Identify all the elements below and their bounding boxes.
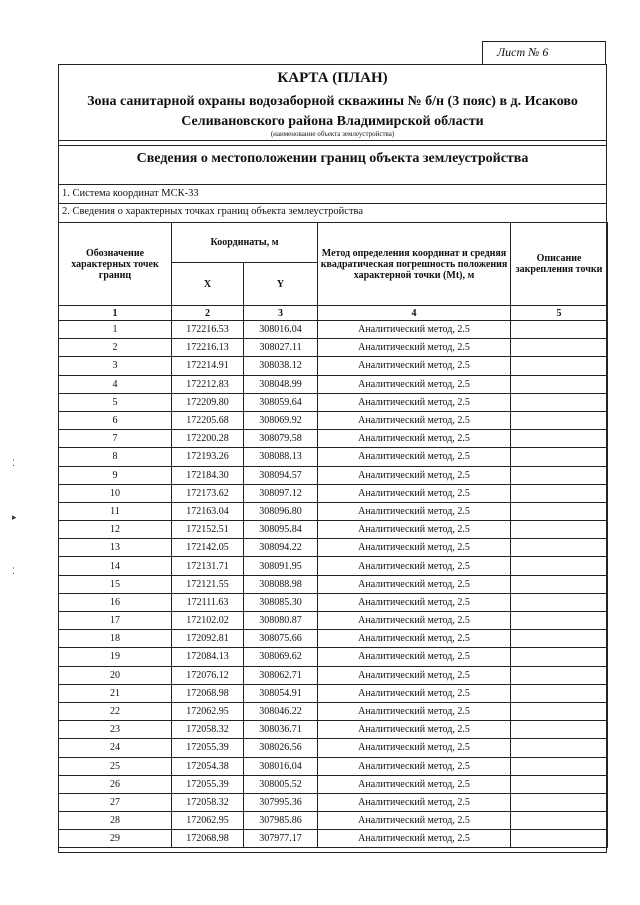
- cell-description: [511, 648, 608, 666]
- cell-x: 172216.53: [172, 321, 244, 339]
- divider: [58, 140, 607, 141]
- section-title: Сведения о местоположении границ объекта землеустройства: [136, 151, 529, 166]
- cell-x: 172214.91: [172, 357, 244, 375]
- cell-y: 308088.13: [244, 448, 318, 466]
- cell-m: Аналитический метод, 2.5: [318, 411, 511, 429]
- cell-description: [511, 630, 608, 648]
- cell-m: Аналитический метод, 2.5: [318, 812, 511, 830]
- cell-x: 172058.32: [172, 793, 244, 811]
- cell-x: 172058.32: [172, 721, 244, 739]
- cell-x: 172212.83: [172, 375, 244, 393]
- cell-x: 172200.28: [172, 430, 244, 448]
- cell-n: 6: [59, 411, 172, 429]
- column-number: 2: [172, 306, 244, 321]
- cell-n: 21: [59, 684, 172, 702]
- cell-n: 18: [59, 630, 172, 648]
- cell-y: 308054.91: [244, 684, 318, 702]
- cell-n: 24: [59, 739, 172, 757]
- cell-x: 172062.95: [172, 812, 244, 830]
- cell-n: 25: [59, 757, 172, 775]
- cell-n: 23: [59, 721, 172, 739]
- cell-y: 308062.71: [244, 666, 318, 684]
- table-row: [59, 612, 608, 630]
- cell-y: 308094.57: [244, 466, 318, 484]
- cell-m: Аналитический метод, 2.5: [318, 466, 511, 484]
- table-row: [59, 684, 608, 702]
- table-row: [59, 357, 608, 375]
- cell-m: Аналитический метод, 2.5: [318, 684, 511, 702]
- cell-x: 172055.39: [172, 775, 244, 793]
- cell-description: [511, 448, 608, 466]
- cell-y: 308094.22: [244, 539, 318, 557]
- cell-x: 172121.55: [172, 575, 244, 593]
- cell-n: 4: [59, 375, 172, 393]
- cell-m: Аналитический метод, 2.5: [318, 375, 511, 393]
- table-row: [59, 557, 608, 575]
- object-name-line2: Селивановского района Владимирской области: [181, 114, 484, 129]
- header-coordinates: Координаты, м: [172, 223, 318, 263]
- cell-x: 172163.04: [172, 502, 244, 520]
- table-row: [59, 721, 608, 739]
- cell-y: 308088.98: [244, 575, 318, 593]
- cell-y: 308080.87: [244, 612, 318, 630]
- cell-description: [511, 357, 608, 375]
- cell-m: Аналитический метод, 2.5: [318, 557, 511, 575]
- divider: [58, 203, 607, 204]
- cell-y: 308069.62: [244, 648, 318, 666]
- cell-y: 308091.95: [244, 557, 318, 575]
- cell-n: 7: [59, 430, 172, 448]
- coordinate-system: 1. Система координат МСК-33: [62, 188, 199, 199]
- column-number: 5: [511, 306, 608, 321]
- cell-m: Аналитический метод, 2.5: [318, 575, 511, 593]
- cell-y: 307985.86: [244, 812, 318, 830]
- table-row: [59, 466, 608, 484]
- cell-m: Аналитический метод, 2.5: [318, 702, 511, 720]
- points-caption: 2. Сведения о характерных точках границ объекта землеустройства: [62, 206, 364, 217]
- table-row: [59, 775, 608, 793]
- cell-description: [511, 321, 608, 339]
- header-designation: Обозначение характерных точек границ: [59, 223, 172, 306]
- cell-y: 308096.80: [244, 502, 318, 520]
- cell-x: 172193.26: [172, 448, 244, 466]
- table-row: [59, 375, 608, 393]
- cell-m: Аналитический метод, 2.5: [318, 612, 511, 630]
- header-y: Y: [244, 263, 318, 306]
- cell-m: Аналитический метод, 2.5: [318, 502, 511, 520]
- cell-description: [511, 466, 608, 484]
- cell-n: 27: [59, 793, 172, 811]
- column-number: 1: [59, 306, 172, 321]
- cell-n: 26: [59, 775, 172, 793]
- cell-y: 308069.92: [244, 411, 318, 429]
- object-name-line1: Зона санитарной охраны водозаборной скважины № б/н (3 пояс) в д. Исаково: [87, 94, 578, 109]
- cell-m: Аналитический метод, 2.5: [318, 775, 511, 793]
- cell-n: 29: [59, 830, 172, 848]
- table-body: [59, 321, 608, 848]
- cell-y: 308005.52: [244, 775, 318, 793]
- cell-n: 17: [59, 612, 172, 630]
- cell-y: 308016.04: [244, 321, 318, 339]
- cell-description: [511, 721, 608, 739]
- cell-description: [511, 830, 608, 848]
- cell-n: 22: [59, 702, 172, 720]
- table-row: [59, 757, 608, 775]
- cell-m: Аналитический метод, 2.5: [318, 393, 511, 411]
- cell-n: 10: [59, 484, 172, 502]
- cell-y: 308016.04: [244, 757, 318, 775]
- cell-y: 308085.30: [244, 593, 318, 611]
- cell-description: [511, 339, 608, 357]
- cell-x: 172209.80: [172, 393, 244, 411]
- table-row: [59, 411, 608, 429]
- table-row: [59, 593, 608, 611]
- table-row: [59, 321, 608, 339]
- cell-x: 172084.13: [172, 648, 244, 666]
- cell-n: 1: [59, 321, 172, 339]
- table-row: [59, 666, 608, 684]
- cell-description: [511, 702, 608, 720]
- cell-x: 172055.39: [172, 739, 244, 757]
- object-caption: (наименование объекта землеустройства): [270, 130, 395, 138]
- cell-n: 11: [59, 502, 172, 520]
- cell-description: [511, 793, 608, 811]
- cell-x: 172076.12: [172, 666, 244, 684]
- map-title: КАРТА (ПЛАН): [277, 70, 388, 86]
- column-number: 3: [244, 306, 318, 321]
- header-description: Описание закрепления точки: [511, 223, 608, 306]
- cell-description: [511, 502, 608, 520]
- cell-m: Аналитический метод, 2.5: [318, 721, 511, 739]
- table-row: [59, 339, 608, 357]
- cell-description: [511, 757, 608, 775]
- cell-x: 172054.38: [172, 757, 244, 775]
- cell-n: 16: [59, 593, 172, 611]
- cell-y: 308079.58: [244, 430, 318, 448]
- cell-description: [511, 539, 608, 557]
- sheet-number: Лист № 6: [482, 41, 606, 65]
- cell-y: 307995.36: [244, 793, 318, 811]
- cell-m: Аналитический метод, 2.5: [318, 666, 511, 684]
- cell-x: 172102.02: [172, 612, 244, 630]
- cell-x: 172152.51: [172, 521, 244, 539]
- cell-x: 172142.05: [172, 539, 244, 557]
- cell-x: 172205.68: [172, 411, 244, 429]
- cell-m: Аналитический метод, 2.5: [318, 339, 511, 357]
- cell-x: 172173.62: [172, 484, 244, 502]
- cell-description: [511, 812, 608, 830]
- column-number: 4: [318, 306, 511, 321]
- scan-mark: ⁚: [12, 458, 15, 468]
- cell-x: 172068.98: [172, 684, 244, 702]
- cell-x: 172068.98: [172, 830, 244, 848]
- cell-m: Аналитический метод, 2.5: [318, 757, 511, 775]
- table-row: [59, 630, 608, 648]
- cell-description: [511, 521, 608, 539]
- cell-description: [511, 484, 608, 502]
- cell-y: 308059.64: [244, 393, 318, 411]
- cell-description: [511, 430, 608, 448]
- cell-m: Аналитический метод, 2.5: [318, 357, 511, 375]
- cell-n: 5: [59, 393, 172, 411]
- cell-m: Аналитический метод, 2.5: [318, 430, 511, 448]
- cell-description: [511, 666, 608, 684]
- cell-description: [511, 684, 608, 702]
- cell-n: 15: [59, 575, 172, 593]
- cell-m: Аналитический метод, 2.5: [318, 630, 511, 648]
- cell-description: [511, 739, 608, 757]
- table-row: [59, 393, 608, 411]
- cell-y: 308038.12: [244, 357, 318, 375]
- cell-n: 28: [59, 812, 172, 830]
- header-method: Метод определения координат и средняя квадратическая погрешность положения характерной точки (Mt), м: [318, 223, 511, 306]
- cell-m: Аналитический метод, 2.5: [318, 321, 511, 339]
- cell-m: Аналитический метод, 2.5: [318, 593, 511, 611]
- cell-x: 172111.63: [172, 593, 244, 611]
- object-name: [58, 92, 607, 132]
- cell-m: Аналитический метод, 2.5: [318, 521, 511, 539]
- cell-m: Аналитический метод, 2.5: [318, 793, 511, 811]
- cell-n: 9: [59, 466, 172, 484]
- cell-x: 172131.71: [172, 557, 244, 575]
- cell-description: [511, 775, 608, 793]
- cell-n: 13: [59, 539, 172, 557]
- cell-m: Аналитический метод, 2.5: [318, 648, 511, 666]
- cell-n: 8: [59, 448, 172, 466]
- cell-description: [511, 393, 608, 411]
- cell-description: [511, 612, 608, 630]
- cell-description: [511, 575, 608, 593]
- cell-y: 308026.56: [244, 739, 318, 757]
- table-row: [59, 430, 608, 448]
- table-row: [59, 739, 608, 757]
- cell-n: 2: [59, 339, 172, 357]
- table-row: [59, 648, 608, 666]
- cell-n: 12: [59, 521, 172, 539]
- cell-y: 308097.12: [244, 484, 318, 502]
- cell-n: 14: [59, 557, 172, 575]
- table-row: [59, 830, 608, 848]
- cell-m: Аналитический метод, 2.5: [318, 539, 511, 557]
- cell-y: 308046.22: [244, 702, 318, 720]
- scan-mark: ⁚: [12, 566, 15, 576]
- header-x: X: [172, 263, 244, 306]
- cell-y: 308075.66: [244, 630, 318, 648]
- divider: [58, 145, 607, 146]
- table-row: [59, 575, 608, 593]
- cell-description: [511, 411, 608, 429]
- table-row: [59, 484, 608, 502]
- cell-m: Аналитический метод, 2.5: [318, 739, 511, 757]
- cell-m: Аналитический метод, 2.5: [318, 830, 511, 848]
- cell-description: [511, 557, 608, 575]
- cell-description: [511, 593, 608, 611]
- table-row: [59, 448, 608, 466]
- table-row: [59, 502, 608, 520]
- cell-x: 172092.81: [172, 630, 244, 648]
- boundary-points-table: [58, 222, 608, 848]
- scan-mark: ▸: [12, 512, 17, 522]
- cell-m: Аналитический метод, 2.5: [318, 484, 511, 502]
- table-row: [59, 521, 608, 539]
- cell-x: 172062.95: [172, 702, 244, 720]
- divider: [58, 184, 607, 185]
- cell-y: 308036.71: [244, 721, 318, 739]
- cell-y: 308095.84: [244, 521, 318, 539]
- cell-y: 307977.17: [244, 830, 318, 848]
- cell-n: 19: [59, 648, 172, 666]
- table-row: [59, 812, 608, 830]
- table-row: [59, 793, 608, 811]
- cell-m: Аналитический метод, 2.5: [318, 448, 511, 466]
- cell-n: 3: [59, 357, 172, 375]
- cell-x: 172216.13: [172, 339, 244, 357]
- cell-y: 308048.99: [244, 375, 318, 393]
- table-row: [59, 702, 608, 720]
- table-row: [59, 539, 608, 557]
- cell-y: 308027.11: [244, 339, 318, 357]
- cell-description: [511, 375, 608, 393]
- cell-x: 172184.30: [172, 466, 244, 484]
- cell-n: 20: [59, 666, 172, 684]
